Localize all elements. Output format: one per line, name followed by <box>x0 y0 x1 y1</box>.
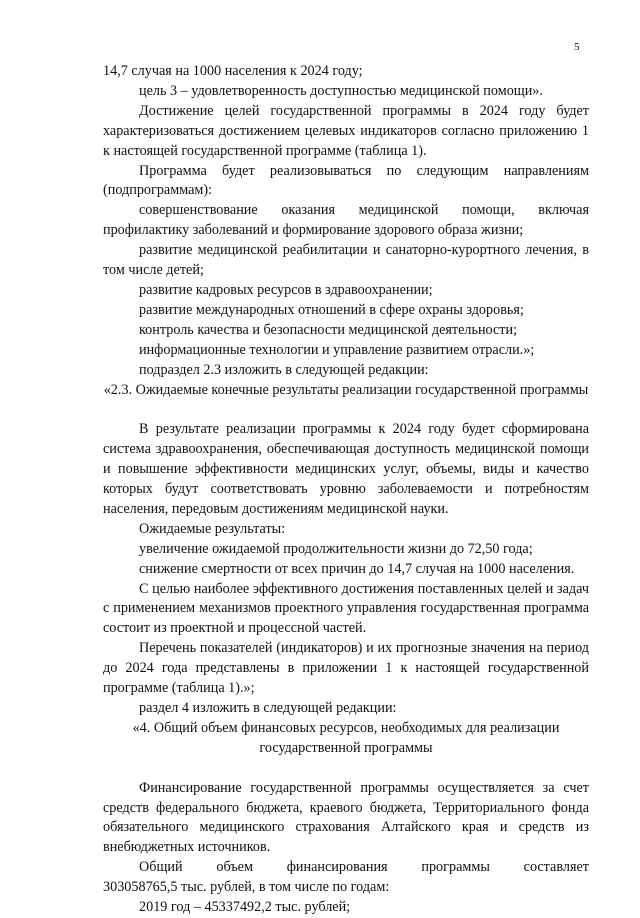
paragraph: Финансирование государственной программы осуществляется за счет средств федерального бюджета, краевого бюджета, Территориального фонда обязательного медицинского страхования Алтайского края и средств из внебюджетных источников. <box>103 779 589 856</box>
word: объем <box>216 859 253 876</box>
tail-paragraph-list <box>103 878 589 918</box>
paragraph: развитие кадровых ресурсов в здравоохранении; <box>139 281 433 298</box>
paragraph: Ожидаемые результаты: <box>139 520 286 537</box>
paragraph: подраздел 2.3 изложить в следующей редакции: <box>139 361 429 378</box>
paragraph: информационные технологии и управление развитием отрасли.»; <box>139 341 535 358</box>
paragraph: контроль качества и безопасности медицинской деятельности; <box>139 321 518 338</box>
page-number: 5 <box>574 41 580 53</box>
paragraph: увеличение ожидаемой продолжительности жизни до 72,50 года; <box>139 540 533 557</box>
paragraph: цель 3 – удовлетворенность доступностью медицинской помощи». <box>139 82 543 99</box>
paragraph: развитие международных отношений в сфере охраны здоровья; <box>139 301 524 318</box>
word: программы <box>421 859 490 876</box>
word: финансирования <box>286 859 388 876</box>
paragraph: снижение смертности от всех причин до 14,7 случая на 1000 населения. <box>139 560 575 577</box>
paragraph: совершенствование оказания медицинской помощи, включая профилактику заболеваний и формирование здорового образа жизни; <box>103 202 589 239</box>
paragraph: С целью наиболее эффективного достижения поставленных целей и задач с применением механизмов проектного управления государственная программа состоит из проектной и процессной частей. <box>103 580 589 637</box>
paragraph: раздел 4 изложить в следующей редакции: <box>139 699 397 716</box>
paragraph-list <box>103 62 589 858</box>
blank-line <box>103 759 589 779</box>
word: Общий <box>139 859 183 876</box>
paragraph: развитие медицинской реабилитации и санаторно-курортного лечения, в том числе детей; <box>103 242 589 279</box>
paragraph: 303058765,5 тыс. рублей, в том числе по годам: <box>103 879 390 896</box>
paragraph: Перечень показателей (индикаторов) и их прогнозные значения на период до 2024 года представлены в приложении 1 к настоящей государственной программе (таблица 1).»; <box>103 640 589 697</box>
justified-line <box>103 858 589 878</box>
paragraph: В результате реализации программы к 2024 году будет сформирована система здравоохранения, обеспечивающая доступность медицинской помощи и повышение эффективности медицинских услуг, объемы, виды и качество которых будут соответствовать уровню заболеваемости и потребностям населения, передовым достижениям медицинской науки. <box>103 421 589 517</box>
section-heading: «4. Общий объем финансовых ресурсов, необходимых для реализации государственной программы <box>132 719 560 756</box>
section-heading: «2.3. Ожидаемые конечные результаты реализации государственной программы <box>103 381 589 398</box>
paragraph: 14,7 случая на 1000 населения к 2024 году; <box>103 63 363 79</box>
paragraph: Достижение целей государственной программы в 2024 году будет характеризоваться достижением целевых индикаторов согласно приложению 1 к настоящей государственной программе (таблица 1). <box>103 102 589 159</box>
paragraph: Программа будет реализовываться по следующим направлениям (подпрограммам): <box>103 162 589 199</box>
blank-line <box>103 400 589 420</box>
document-body <box>103 62 589 918</box>
paragraph: 2019 год – 45337492,2 тыс. рублей; <box>139 899 351 916</box>
word: составляет <box>523 859 589 876</box>
